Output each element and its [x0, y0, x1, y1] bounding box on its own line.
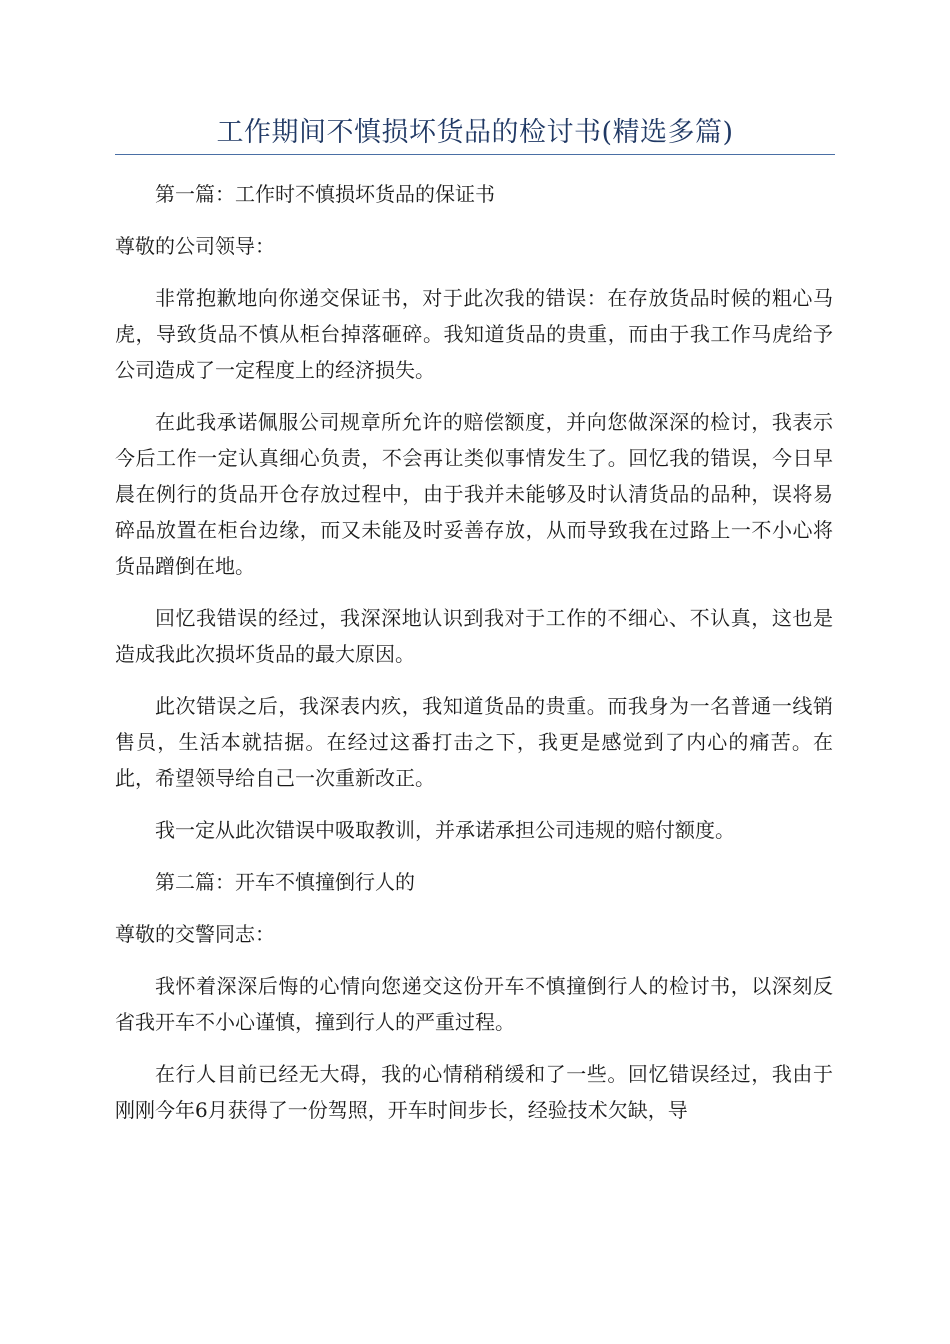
body-paragraph: 此次错误之后，我深表内疚，我知道货品的贵重。而我身为一名普通一线销售员，生活本就拮据。在经过这番打击之下，我更是感觉到了内心的痛苦。在此，希望领导给自己一次重新改正。 [115, 694, 833, 790]
body-paragraph: 我怀着深深后悔的心情向您递交这份开车不慎撞倒行人的检讨书，以深刻反省我开车不小心谨慎，撞到行人的严重过程。 [115, 974, 833, 1034]
salutation-2: 尊敬的交警同志： [115, 922, 275, 946]
body-paragraph: 在行人目前已经无大碍，我的心情稍稍缓和了一些。回忆错误经过，我由于刚刚今年6月获得了一份驾照，开车时间步长，经验技术欠缺，导 [115, 1062, 833, 1122]
body-paragraph: 非常抱歉地向你递交保证书，对于此次我的错误：在存放货品时候的粗心马虎，导致货品不慎从柜台掉落砸碎。我知道货品的贵重，而由于我工作马虎给予公司造成了一定程度上的经济损失。 [115, 286, 833, 382]
section-heading-2: 第二篇：开车不慎撞倒行人的 [155, 870, 415, 894]
body-paragraph: 回忆我错误的经过，我深深地认识到我对于工作的不细心、不认真，这也是造成我此次损坏货品的最大原因。 [115, 606, 833, 666]
body-paragraph: 在此我承诺佩服公司规章所允许的赔偿额度，并向您做深深的检讨，我表示今后工作一定认真细心负责，不会再让类似事情发生了。回忆我的错误，今日早晨在例行的货品开仓存放过程中，由于我并未能够及时认清货品的品种，误将易碎品放置在柜台边缘，而又未能及时妥善存放，从而导致我在过路上一不小心将货品蹭倒在地。 [115, 410, 833, 578]
body-paragraph: 我一定从此次错误中吸取教训，并承诺承担公司违规的赔付额度。 [155, 818, 735, 842]
section-heading-1: 第一篇：工作时不慎损坏货品的保证书 [155, 182, 495, 206]
document-body [115, 176, 833, 1144]
salutation-1: 尊敬的公司领导： [115, 234, 275, 258]
page-title: 工作期间不慎损坏货品的检讨书(精选多篇) [216, 117, 734, 148]
title-underline [115, 154, 835, 155]
